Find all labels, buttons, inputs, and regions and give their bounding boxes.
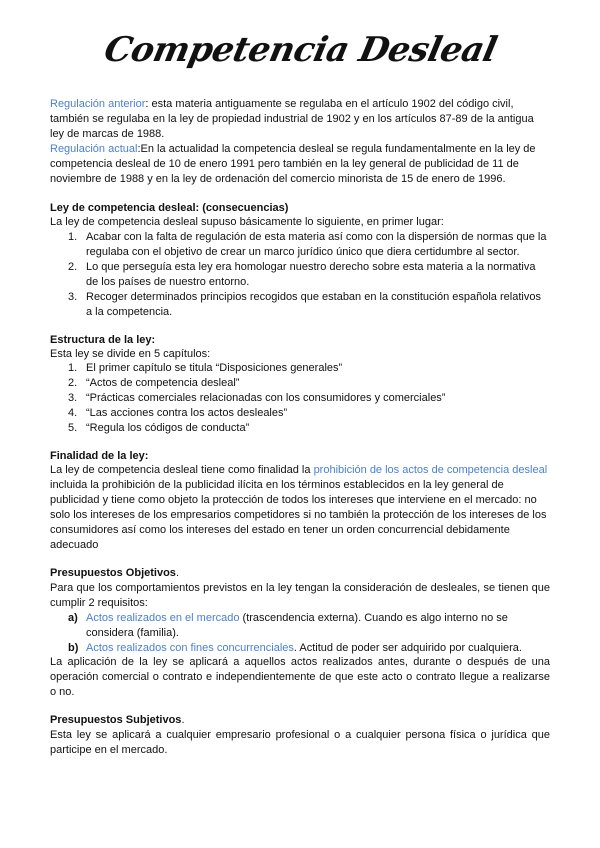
regulacion-actual-paragraph	[50, 142, 550, 187]
consecuencias-intro: La ley de competencia desleal supuso básicamente lo siguiente, en primer lugar:	[50, 216, 444, 228]
subjetivos-heading: Presupuestos Subjetivos.	[50, 714, 185, 726]
list-item: 1. Acabar con la falta de regulación de esta materia así como con la dispersión de normas que la regulaba con el objetivo de crear un marco jurídico único que diera certidumbre al sector.	[68, 231, 547, 258]
estructura-heading: Estructura de la ley:	[50, 334, 156, 346]
regulacion-actual-label: Regulación actual	[50, 143, 138, 155]
regulacion-anterior-paragraph	[50, 97, 550, 142]
finalidad-heading: Finalidad de la ley:	[50, 450, 149, 462]
list-item: 3. Recoger determinados principios recogidos que estaban en la constitución española relativos a la competencia.	[68, 291, 541, 318]
objetivos-intro: Para que los comportamientos previstos en la ley tengan la consideración de desleales, se tienen que cumplir 2 requisitos:	[50, 582, 550, 609]
estructura-list	[50, 361, 550, 436]
list-item: 4. “Las acciones contra los actos desleales”	[68, 407, 288, 419]
finalidad-highlight: prohibición de los actos de competencia desleal	[313, 464, 548, 476]
page-title: Competencia Desleal	[100, 30, 500, 70]
objetivos-heading: Presupuestos Objetivos.	[50, 567, 179, 579]
list-item: 1. El primer capítulo se titula “Disposiciones generales”	[68, 362, 343, 374]
consecuencias-heading: Ley de competencia desleal: (consecuencias)	[50, 202, 289, 214]
subjetivos-paragraph: Esta ley se aplicará a cualquier empresario profesional o a cualquier persona física o jurídica que participe en el mercado.	[50, 729, 550, 756]
consecuencias-list	[50, 230, 550, 320]
list-item: 2. Lo que perseguía esta ley era homologar nuestro derecho sobre esta materia a la normativa de los países de nuestro entorno.	[68, 261, 536, 288]
estructura-intro: Esta ley se divide en 5 capítulos:	[50, 348, 211, 360]
list-item: 3. “Prácticas comerciales relacionadas con los consumidores y comerciales”	[68, 392, 446, 404]
regulacion-anterior-label: Regulación anterior	[50, 98, 146, 110]
regulacion-anterior-text: : esta materia antiguamente se regulaba en el artículo 1902 del código civil, también se regulaba en la ley de propiedad industrial de 1902 y en los artículos 87-89 de la antigua ley de marcas de 1988.	[50, 98, 534, 140]
finalidad-paragraph: La ley de competencia desleal tiene como finalidad la prohibición de los actos de competencia desleal incluida la prohibición de la publicidad ilícita en los términos establecidos en la ley general de publicidad y tiene como objeto la protección de todos los intereses que interviene en el mercado: no solo los intereses de los empresarios competidores si no también la protección de los intereses de los consumidores así como los intereses del estado en tener un orden concurrencial debidamente adecuado	[50, 464, 548, 551]
requisitos-list	[50, 611, 550, 656]
list-item: a) Actos realizados en el mercado (trascendencia externa). Cuando es algo interno no se considera (familia).	[68, 612, 508, 639]
list-item: 2. “Actos de competencia desleal”	[68, 377, 240, 389]
list-item: 5. “Regula los códigos de conducta”	[68, 422, 250, 434]
list-item: b) Actos realizados con fines concurrenciales. Actitud de poder ser adquirido por cualquiera.	[68, 642, 522, 654]
objetivos-closing: La aplicación de la ley se aplicará a aquellos actos realizados antes, durante o después de una operación comercial o contrato e independientemente de que este acto o contrato llegue a realizarse o no.	[50, 656, 550, 698]
regulacion-actual-text: :En la actualidad la competencia desleal se regula fundamentalmente en la ley de competencia desleal de 10 de enero 1991 pero también en la ley general de publicidad de 11 de noviembre de 1988 y en la ley de ordenación del comercio minorista de 15 de enero de 1996.	[50, 143, 536, 185]
